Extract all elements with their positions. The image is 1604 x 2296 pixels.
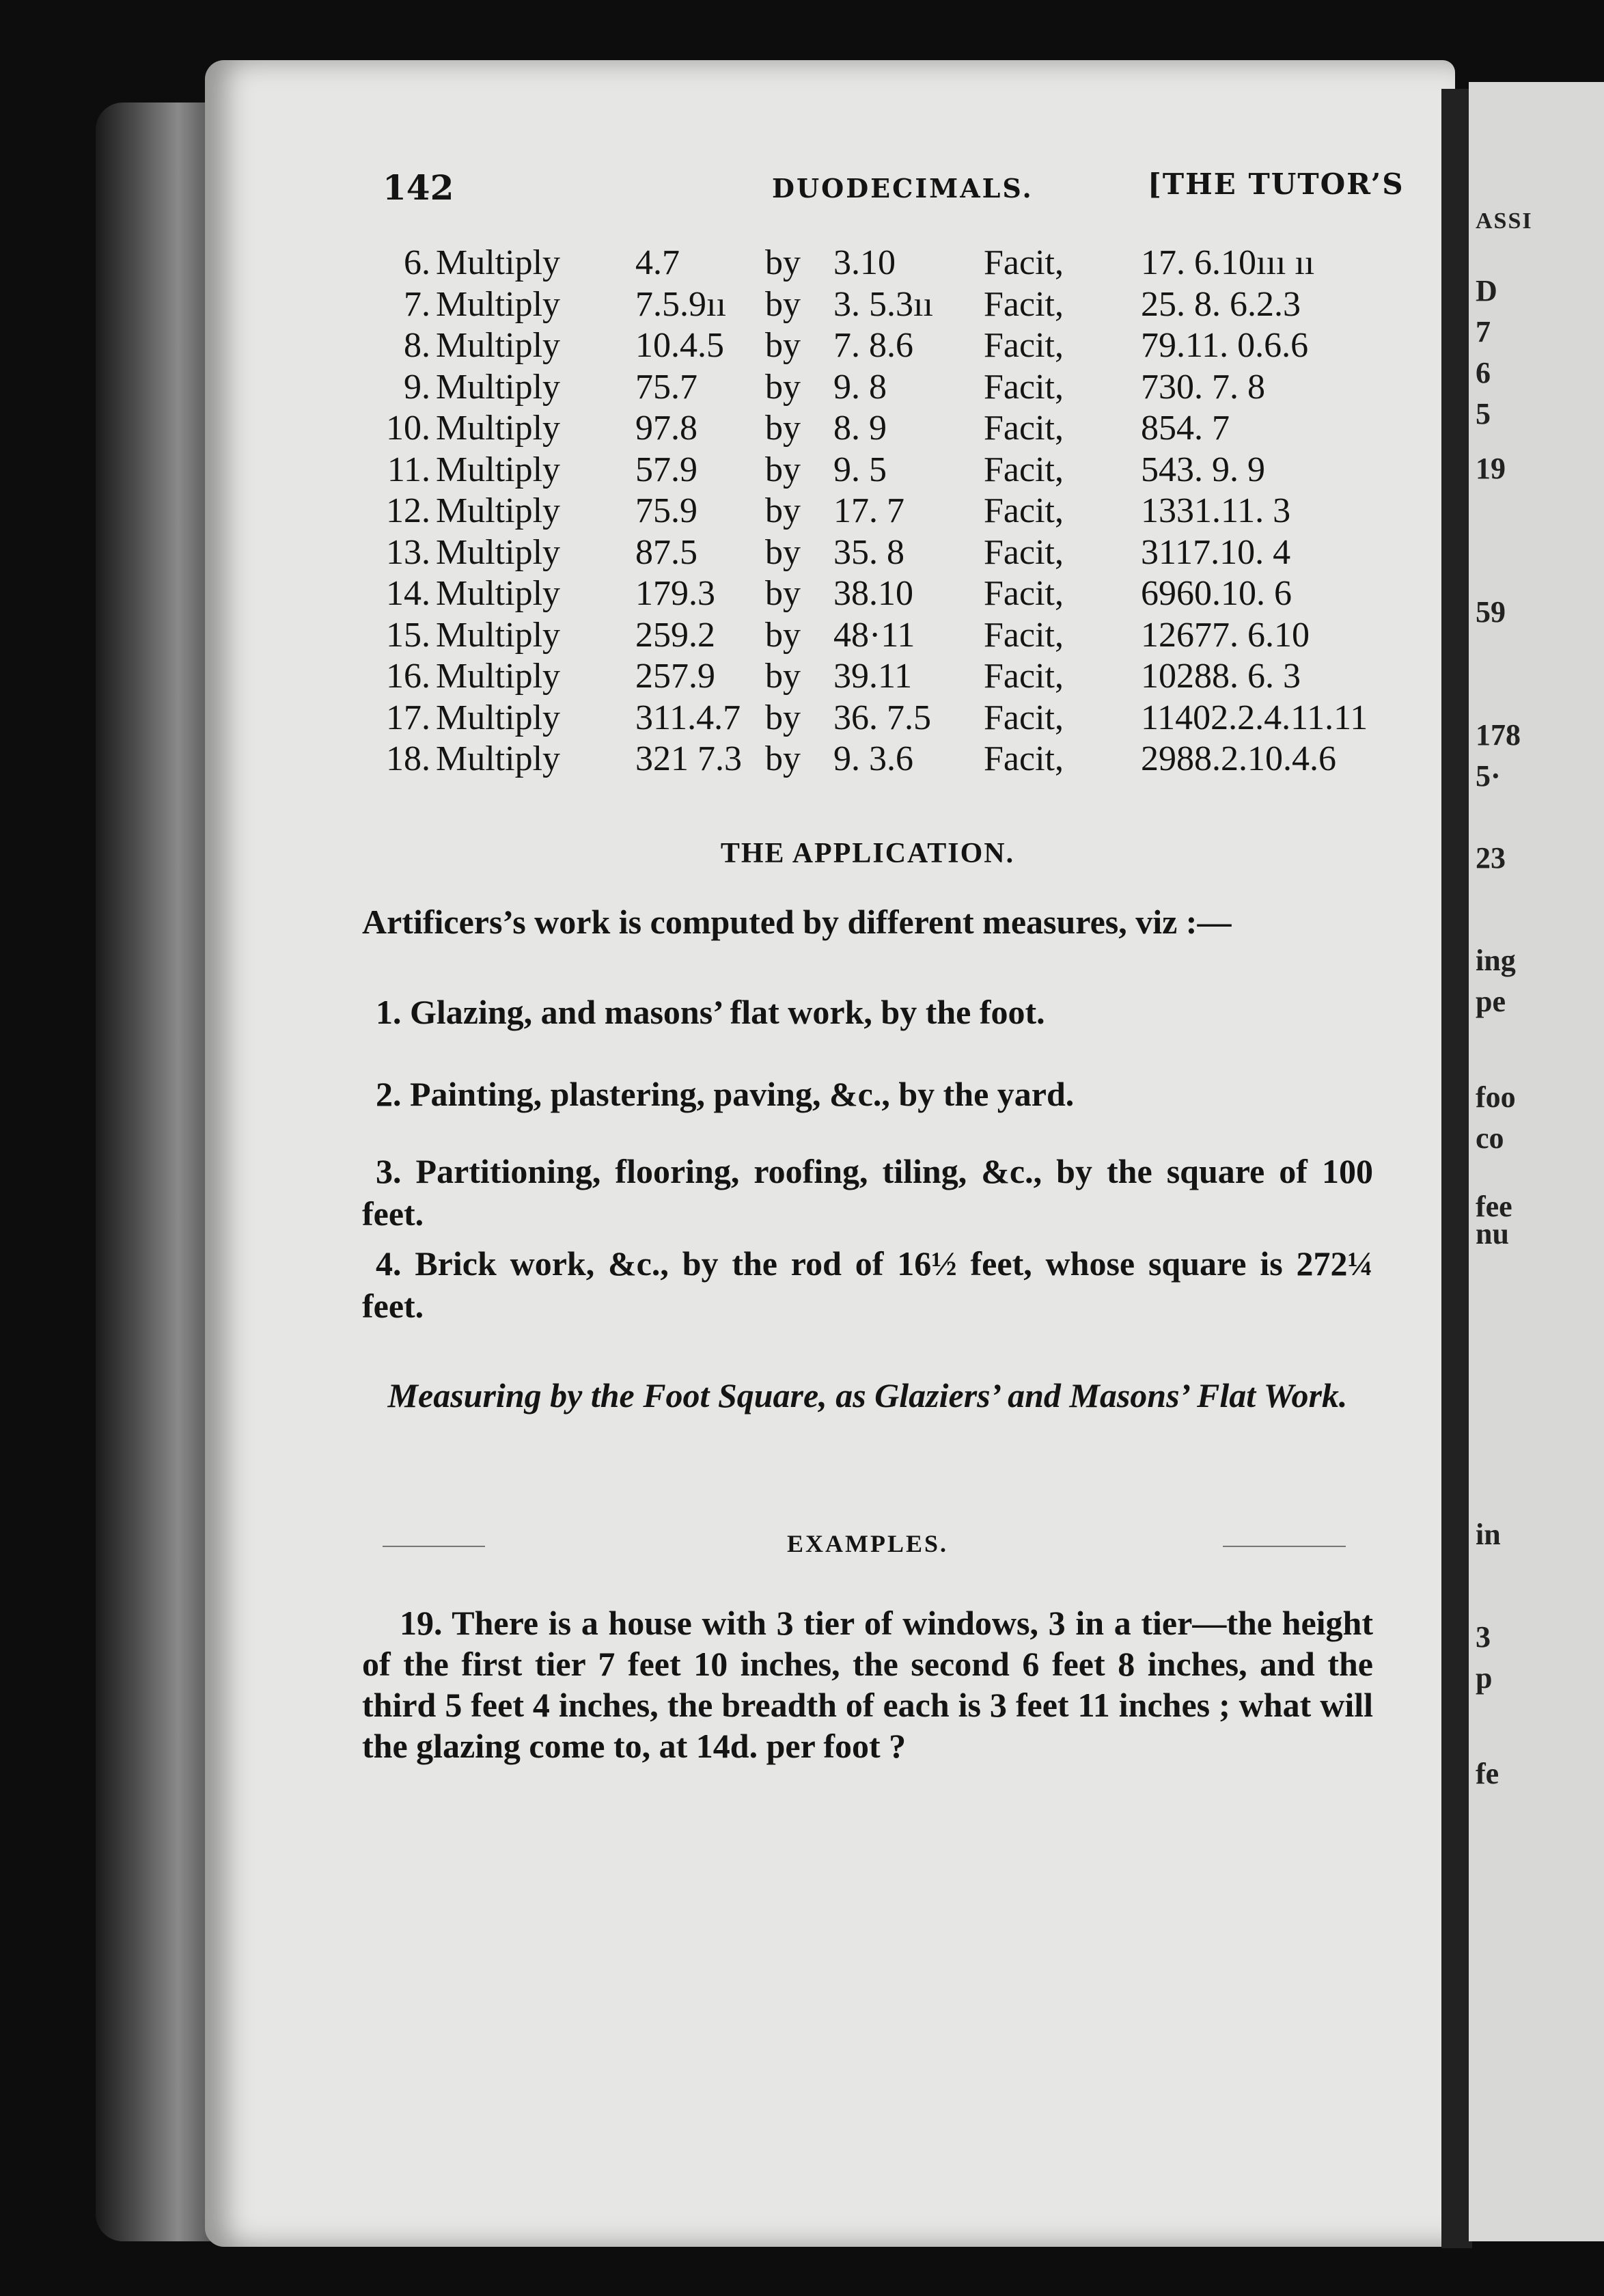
example-b: 39.11	[833, 657, 913, 696]
next-page-fragment: co	[1476, 1121, 1504, 1155]
example-row	[355, 615, 1380, 656]
example-row	[355, 491, 1380, 532]
example-a: 4.7	[635, 243, 680, 282]
problem-19: 19. There is a house with 3 tier of windows, 3 in a tier—the height of the first tier 7 feet 10 inches, the second 6 feet 8 inches, and the third 5 feet 4 inches, the breadth of each is 3 feet 11 inches ; what will the glazing come to, at 14d. per foot ?	[362, 1604, 1373, 1765]
example-op: Multiply	[436, 739, 561, 778]
example-facit: Facit,	[984, 409, 1064, 448]
next-page-fragment: ASSI	[1476, 208, 1533, 234]
running-title-continued: [THE TUTOR’S	[1148, 167, 1405, 201]
example-b: 8. 9	[833, 409, 887, 448]
example-result: 11402.2.4.11.11	[1141, 698, 1368, 737]
application-item-3: 3. Partitioning, flooring, roofing, tiling, &c., by the square of 100 feet.	[362, 1152, 1373, 1233]
example-op: Multiply	[436, 698, 561, 737]
next-page-fragment: ing	[1476, 944, 1516, 977]
next-page-fragment: pe	[1476, 985, 1506, 1018]
example-result: 543. 9. 9	[1141, 450, 1265, 489]
example-row	[355, 532, 1380, 573]
page-header	[383, 167, 1407, 215]
example-result: 10288. 6. 3	[1141, 657, 1301, 696]
example-row	[355, 408, 1380, 449]
example-result: 79.11. 0.6.6	[1141, 326, 1309, 365]
next-page-fragment: 7	[1476, 315, 1491, 348]
next-page-fragment: 5·	[1476, 759, 1501, 793]
example-no: 12.	[386, 491, 430, 530]
example-facit: Facit,	[984, 491, 1064, 530]
example-row	[355, 284, 1380, 325]
example-a: 259.2	[635, 615, 715, 655]
example-result: 2988.2.10.4.6	[1141, 739, 1336, 778]
application-item-1: 1. Glazing, and masons’ flat work, by the foot.	[376, 993, 1045, 1031]
example-result: 25. 8. 6.2.3	[1141, 284, 1301, 324]
application-item-2: 2. Painting, plastering, paving, &c., by the yard.	[376, 1075, 1075, 1113]
example-op: Multiply	[436, 284, 561, 324]
example-by: by	[765, 326, 801, 365]
next-page-fragment: nu	[1476, 1217, 1509, 1250]
example-op: Multiply	[436, 615, 561, 655]
example-op: Multiply	[436, 367, 561, 407]
example-op: Multiply	[436, 243, 561, 282]
example-no: 15.	[386, 615, 430, 655]
example-a: 179.3	[635, 574, 715, 613]
next-page-fragment: 6	[1476, 356, 1491, 390]
example-b: 48·11	[833, 615, 915, 655]
example-by: by	[765, 574, 801, 613]
next-page-fragment: fee	[1476, 1190, 1512, 1223]
example-facit: Facit,	[984, 739, 1064, 778]
example-result: 730. 7. 8	[1141, 367, 1265, 407]
example-b: 17. 7	[833, 491, 904, 530]
example-a: 97.8	[635, 409, 697, 448]
example-a: 57.9	[635, 450, 697, 489]
example-b: 3.10	[833, 243, 896, 282]
example-facit: Facit,	[984, 284, 1064, 324]
example-op: Multiply	[436, 326, 561, 365]
example-b: 35. 8	[833, 532, 904, 572]
example-b: 9. 8	[833, 367, 887, 407]
example-facit: Facit,	[984, 367, 1064, 407]
next-page-fragment: 3	[1476, 1620, 1491, 1654]
example-b: 9. 5	[833, 450, 887, 489]
example-op: Multiply	[436, 574, 561, 613]
example-a: 75.9	[635, 491, 697, 530]
next-page-fragment: 19	[1476, 452, 1506, 485]
example-no: 17.	[386, 698, 430, 737]
example-result: 854. 7	[1141, 409, 1230, 448]
example-op: Multiply	[436, 491, 561, 530]
example-by: by	[765, 491, 801, 530]
example-a: 87.5	[635, 532, 697, 572]
example-row	[355, 450, 1380, 491]
example-row	[355, 739, 1380, 780]
example-op: Multiply	[436, 450, 561, 489]
example-a: 321 7.3	[635, 739, 742, 778]
running-title: DUODECIMALS.	[772, 173, 1034, 204]
example-no: 18.	[386, 739, 430, 778]
example-b: 36. 7.5	[833, 698, 931, 737]
example-b: 3. 5.3ıı	[833, 284, 933, 324]
next-page-fragment: in	[1476, 1518, 1501, 1551]
examples-heading: EXAMPLES.	[786, 1530, 949, 1557]
next-page-fragment: fe	[1476, 1757, 1499, 1790]
example-result: 3117.10. 4	[1141, 532, 1291, 572]
example-result: 12677. 6.10	[1141, 615, 1310, 655]
example-by: by	[765, 698, 801, 737]
page-gutter	[1441, 89, 1472, 2248]
example-no: 9.	[404, 367, 430, 407]
example-op: Multiply	[436, 409, 561, 448]
example-facit: Facit,	[984, 532, 1064, 572]
application-heading: THE APPLICATION.	[720, 838, 1015, 869]
example-by: by	[765, 615, 801, 655]
example-a: 311.4.7	[635, 698, 741, 737]
example-facit: Facit,	[984, 698, 1064, 737]
next-page-fragment: 178	[1476, 718, 1521, 752]
example-by: by	[765, 657, 801, 696]
example-no: 14.	[386, 574, 430, 613]
example-op: Multiply	[436, 532, 561, 572]
example-by: by	[765, 739, 801, 778]
example-result: 17. 6.10ııı ıı	[1141, 243, 1315, 282]
example-by: by	[765, 450, 801, 489]
example-by: by	[765, 284, 801, 324]
example-facit: Facit,	[984, 615, 1064, 655]
right-rule	[1223, 1546, 1346, 1547]
example-facit: Facit,	[984, 450, 1064, 489]
example-no: 10.	[386, 409, 430, 448]
example-a: 10.4.5	[635, 326, 724, 365]
example-by: by	[765, 409, 801, 448]
example-no: 11.	[387, 450, 430, 489]
example-no: 6.	[404, 243, 430, 282]
example-facit: Facit,	[984, 657, 1064, 696]
example-facit: Facit,	[984, 326, 1064, 365]
example-row	[355, 367, 1380, 408]
example-op: Multiply	[436, 657, 561, 696]
next-page-fragment: 5	[1476, 397, 1491, 430]
measuring-heading: Measuring by the Foot Square, as Glaziers’ and Masons’ Flat Work.	[387, 1376, 1348, 1414]
next-page-fragment: D	[1476, 274, 1497, 308]
example-no: 13.	[386, 532, 430, 572]
example-by: by	[765, 243, 801, 282]
application-item-4: 4. Brick work, &c., by the rod of 16½ feet, whose square is 272¼ feet.	[362, 1244, 1373, 1325]
application-intro: Artificers’s work is computed by different measures, viz :—	[362, 903, 1232, 941]
example-result: 1331.11. 3	[1141, 491, 1291, 530]
example-result: 6960.10. 6	[1141, 574, 1292, 613]
example-by: by	[765, 532, 801, 572]
page-number: 142	[383, 167, 454, 208]
example-no: 7.	[404, 284, 430, 324]
example-row	[355, 698, 1380, 739]
next-page-fragment: 23	[1476, 841, 1506, 875]
example-a: 257.9	[635, 657, 715, 696]
example-no: 8.	[404, 326, 430, 365]
example-row	[355, 243, 1380, 284]
next-page-fragment: foo	[1476, 1080, 1516, 1114]
example-facit: Facit,	[984, 243, 1064, 282]
example-no: 16.	[386, 657, 430, 696]
example-row	[355, 573, 1380, 614]
next-page-fragment: 59	[1476, 595, 1506, 629]
example-facit: Facit,	[984, 574, 1064, 613]
example-b: 38.10	[833, 574, 913, 613]
example-b: 7. 8.6	[833, 326, 913, 365]
example-b: 9. 3.6	[833, 739, 913, 778]
example-row	[355, 656, 1380, 697]
example-a: 75.7	[635, 367, 697, 407]
example-row	[355, 325, 1380, 366]
next-page-fragment: p	[1476, 1661, 1493, 1695]
example-by: by	[765, 367, 801, 407]
example-a: 7.5.9ıı	[635, 284, 726, 324]
